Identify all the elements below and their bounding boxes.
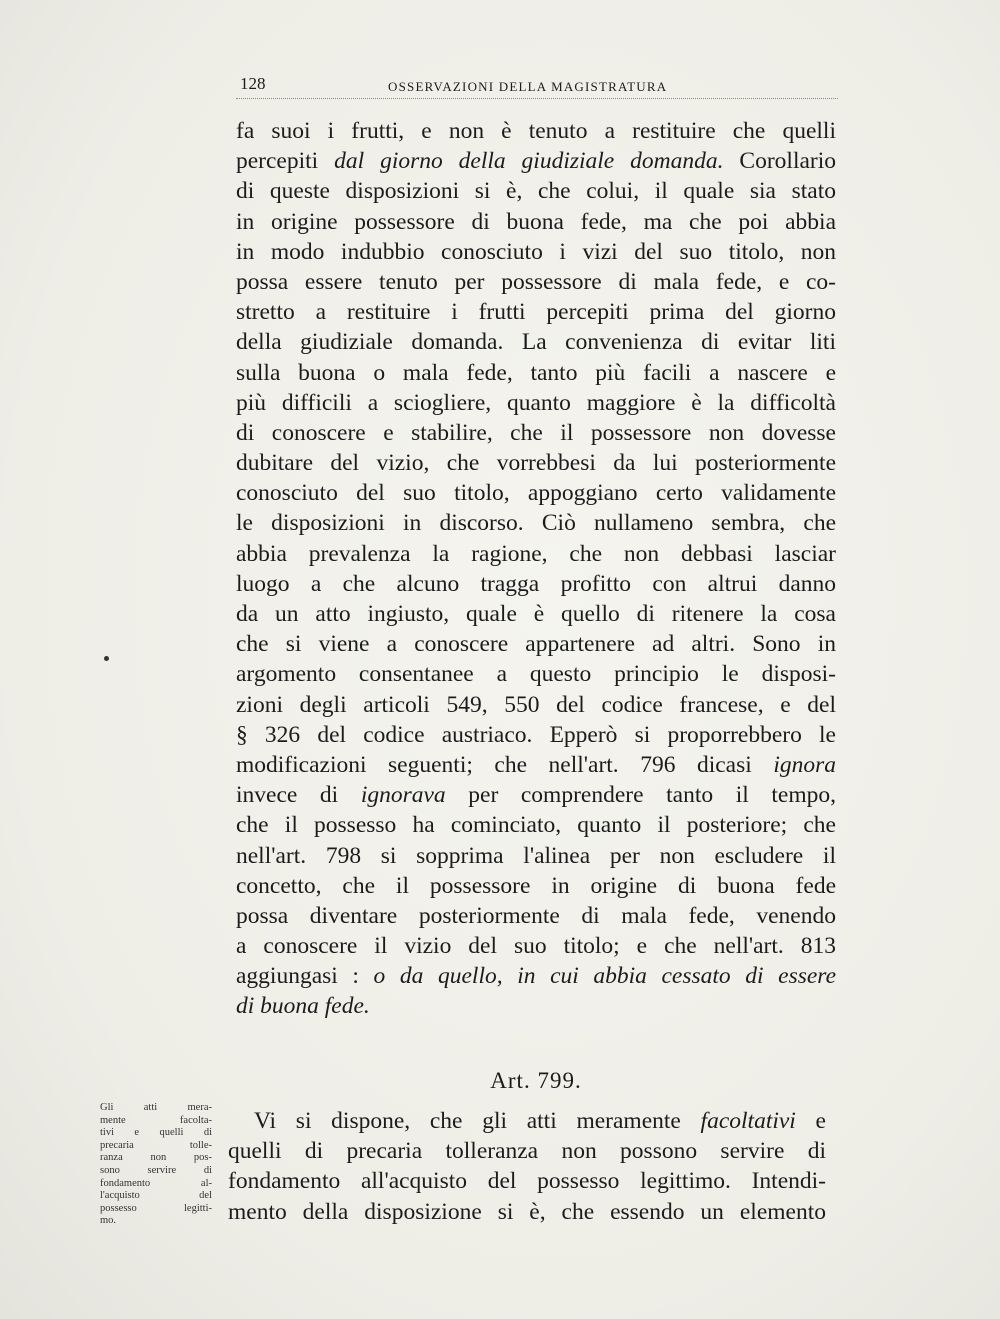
italic-word: ignora (773, 751, 836, 778)
text-line: argomento consentanee a questo principio le disposi- (236, 661, 836, 688)
text-line: della giudiziale domanda. La convenienza di evitar liti (236, 329, 836, 356)
text-line: di conoscere e stabilire, che il possessore non dovesse (236, 419, 836, 446)
margin-note-line: mente facolta- (100, 1114, 212, 1126)
text-line: fa suoi i frutti, e non è tenuto a restituire che quelli (236, 118, 836, 144)
italic-word: facoltativi (700, 1108, 796, 1134)
text-line: stretto a restituire i frutti percepiti prima del giorno (236, 299, 836, 326)
running-head: OSSERVAZIONI DELLA MAGISTRATURA (388, 79, 668, 94)
text-line: in modo indubbio conosciuto i vizi del suo titolo, non (236, 238, 836, 265)
text-line: le disposizioni in discorso. Ciò nullameno sembra, che (236, 510, 836, 537)
text-line: luogo a che alcuno tragga profitto con altrui danno (236, 570, 836, 597)
text-line: conosciuto del suo titolo, appoggiano certo validamente (236, 480, 836, 507)
body-paragraph (236, 116, 836, 1022)
page-number: 128 (240, 74, 266, 93)
text-line: percepiti dal giorno della giudiziale domanda. Corollario (236, 148, 837, 175)
page-header (236, 70, 838, 99)
text-line: a conoscere il vizio del suo titolo; e che nell'art. 813 (236, 933, 836, 960)
margin-note-line: ranza non pos- (100, 1152, 212, 1164)
italic-word: ignorava (360, 782, 446, 809)
text-line: concetto, che il possessore in origine di buona fede (236, 872, 836, 899)
margin-note-line: fondamento al- (100, 1177, 212, 1189)
text-line: di queste disposizioni si è, che colui, il quale sia stato (236, 178, 836, 205)
text-line: zioni degli articoli 549, 550 del codice francese, e del (236, 691, 836, 718)
text-line: in origine possessore di buona fede, ma che poi abbia (236, 208, 836, 235)
text-line: possa diventare posteriormente di mala fede, venendo (236, 902, 836, 929)
article-heading: Art. 799. (490, 1068, 582, 1093)
italic-phrase: o da quello, in cui abbia cessato di essere (373, 963, 837, 990)
margin-dot (104, 656, 109, 661)
margin-note-line: sono servire di (100, 1164, 212, 1176)
text-line: nell'art. 798 si sopprima l'alinea per non escludere il (236, 842, 836, 869)
margin-note-line: possesso legitti- (100, 1202, 212, 1214)
text-line: che il possesso ha cominciato, quanto il posteriore; che (236, 812, 836, 839)
text-line: invece di ignorava per comprendere tanto il tempo, (236, 782, 836, 809)
margin-note-line: l'acquisto del (100, 1190, 212, 1202)
text-line (236, 991, 836, 1021)
margin-note-line: Gli atti mera- (100, 1102, 212, 1113)
text-line: più difficili a sciogliere, quanto maggiore è la difficoltà (236, 389, 836, 416)
text-line: aggiungasi : o da quello, in cui abbia cessato di essere (236, 963, 837, 990)
text-line: sulla buona o mala fede, tanto più facili a nascere e (236, 359, 836, 386)
text-line: da un atto ingiusto, quale è quello di ritenere la cosa (236, 601, 836, 627)
text-line: che si viene a conoscere appartenere ad altri. Sono in (236, 631, 836, 658)
text-line: modificazioni seguenti; che nell'art. 796 dicasi ignora (236, 751, 836, 778)
text-line: § 326 del codice austriaco. Epperò si proporrebbero le (236, 721, 836, 748)
text-line: dubitare del vizio, che vorrebbesi da lui posteriormente (236, 450, 836, 477)
margin-note-line: mo. (100, 1215, 117, 1227)
text-line: quelli di precaria tolleranza non possono servire di (228, 1138, 826, 1165)
italic-phrase: dal giorno della giudiziale domanda. (334, 148, 724, 175)
text-line: possa essere tenuto per possessore di mala fede, e co- (236, 268, 836, 295)
text-line: Vi si dispone, che gli atti meramente facoltativi e (254, 1108, 826, 1134)
text-line: fondamento all'acquisto del possesso legittimo. Intendi- (228, 1168, 826, 1195)
text-line: abbia prevalenza la ragione, che non debbasi lasciar (236, 540, 836, 567)
italic-phrase: di buona fede. (236, 993, 370, 1020)
margin-note-line: tivi e quelli di (100, 1127, 212, 1139)
margin-note-line: precaria tolle- (100, 1139, 212, 1151)
margin-note (100, 1102, 212, 1228)
article-paragraph (228, 1106, 826, 1227)
text-line: mento della disposizione si è, che essendo un elemento (228, 1198, 826, 1225)
